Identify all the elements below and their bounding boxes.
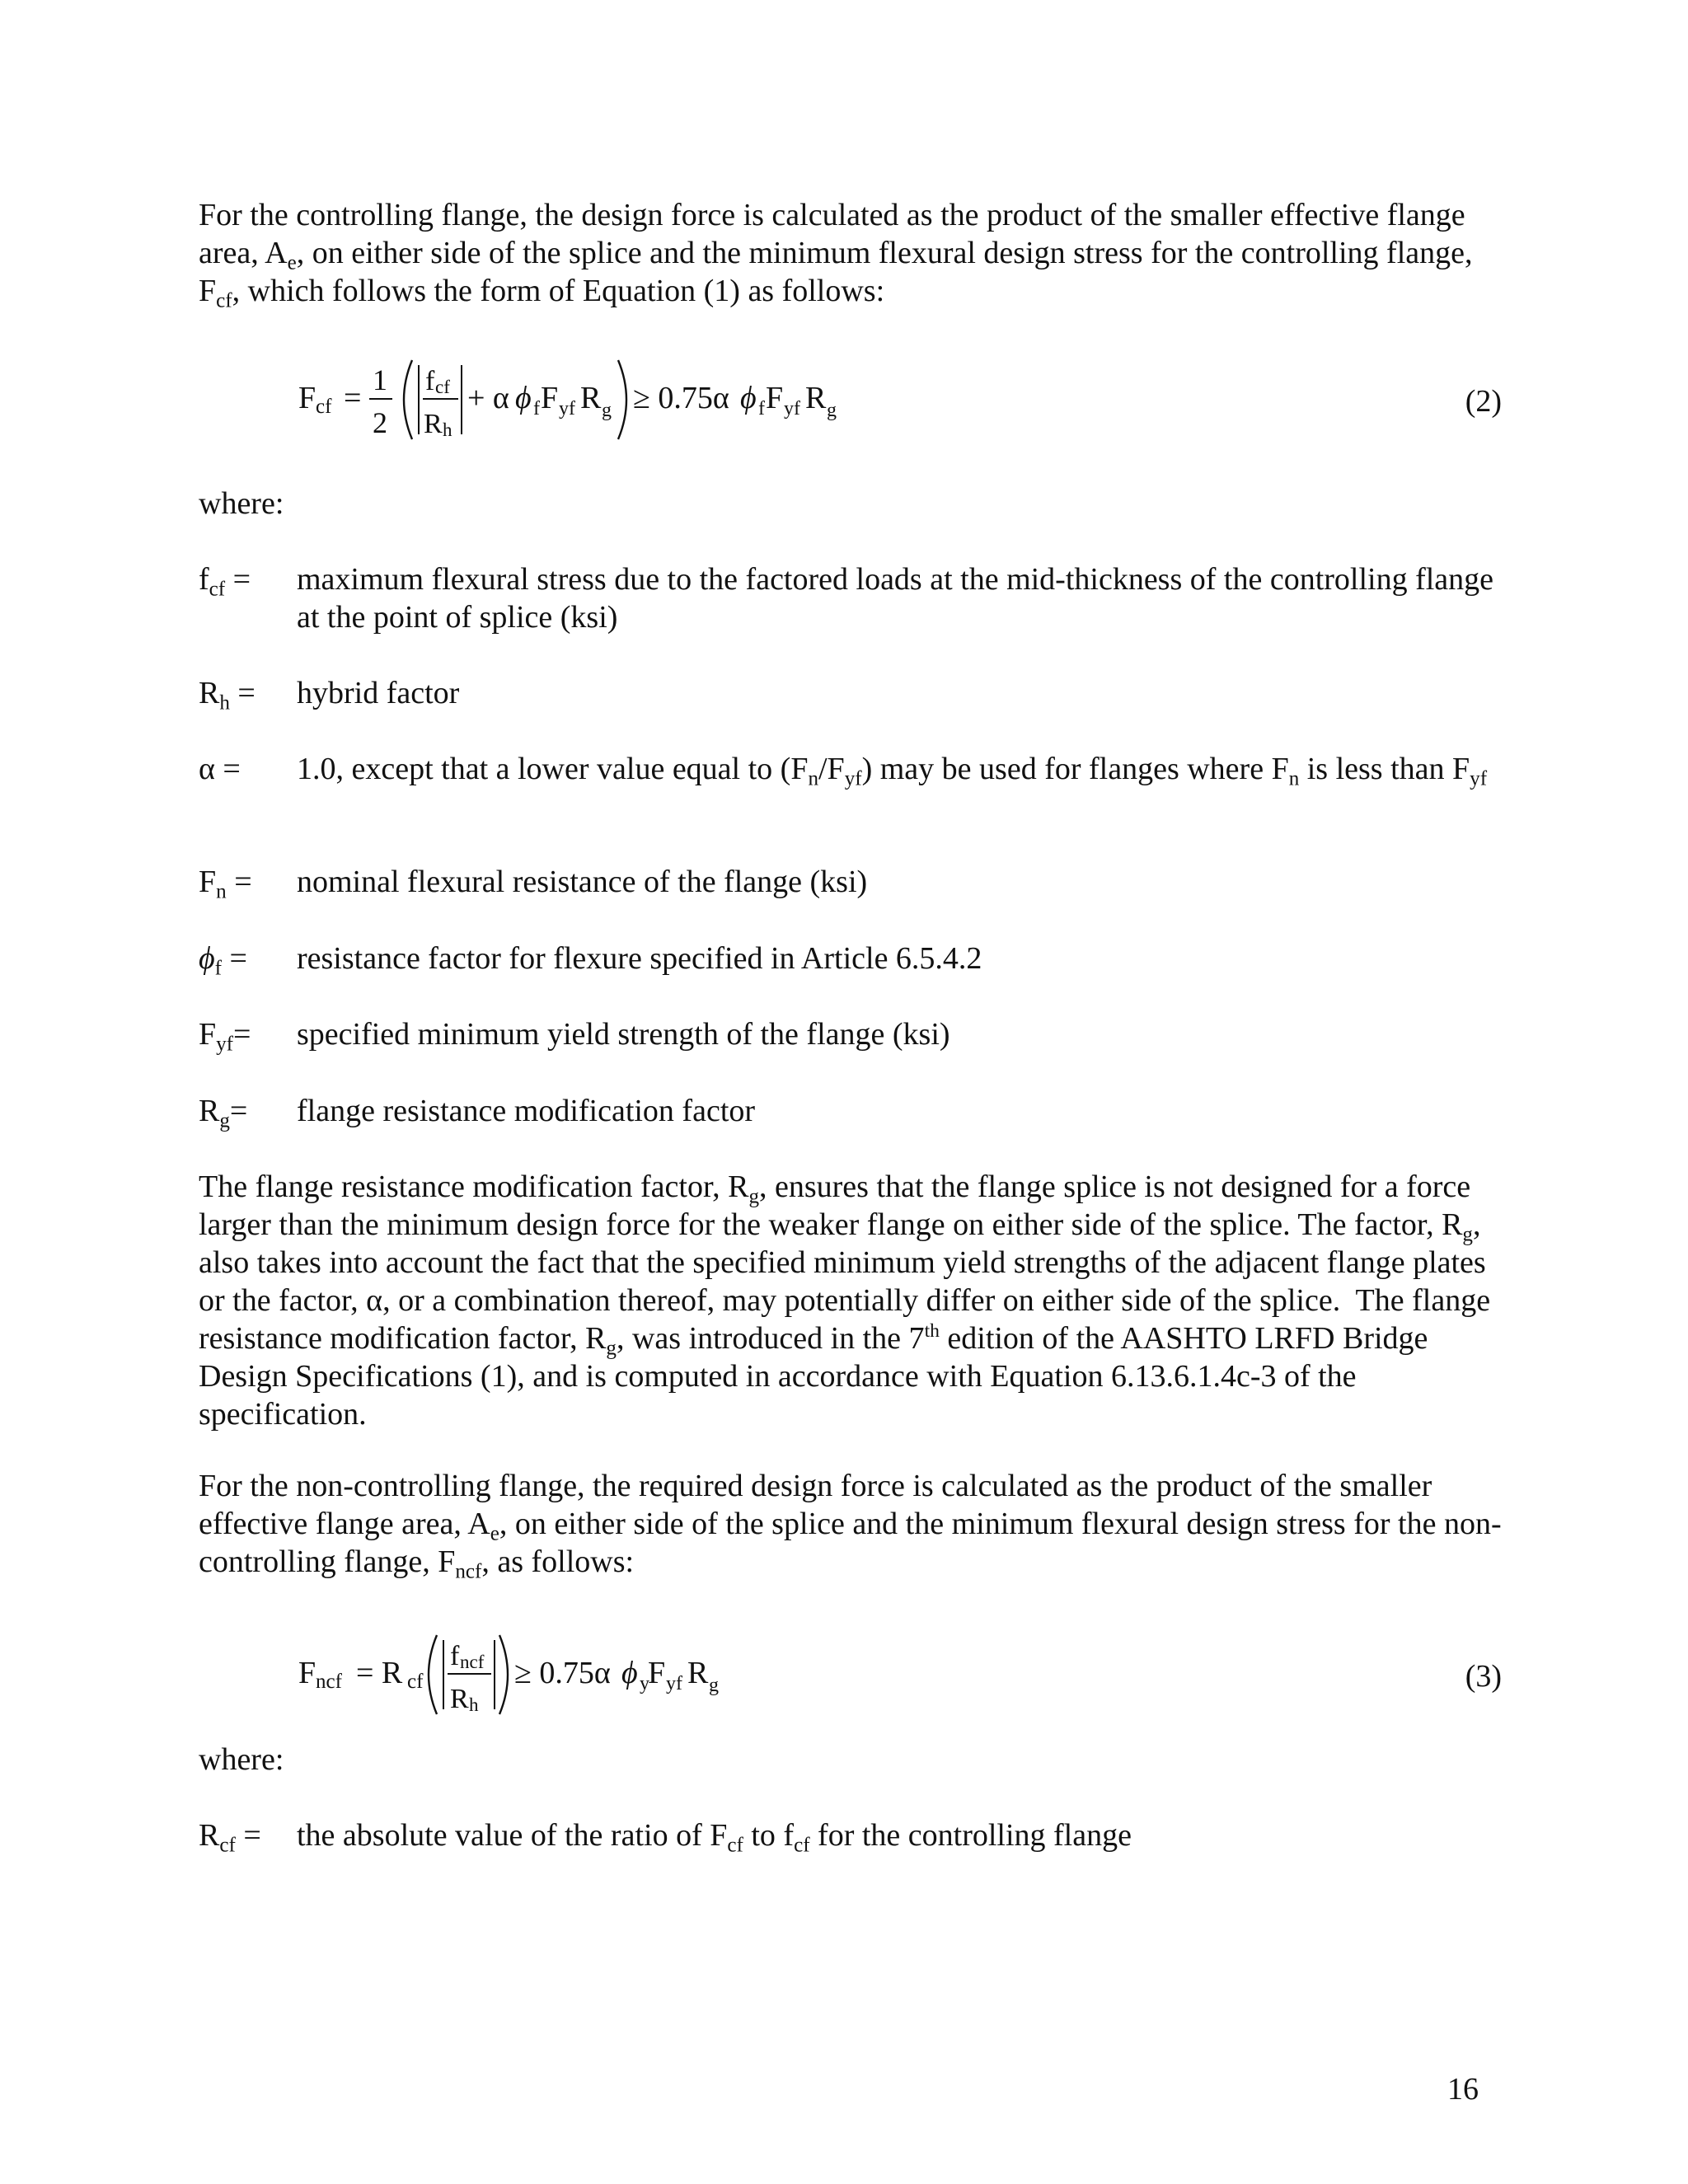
svg-text:g: g [827,400,837,421]
definition-symbol: $f_{cf}$ = [199,562,251,601]
equation-3 [298,1617,1502,1724]
svg-text:F: F [648,1656,666,1690]
definition-symbol: $R_h$ = [199,676,256,715]
svg-text:f: f [758,398,765,419]
equation-3-formula [298,1617,1040,1724]
svg-text:F: F [766,381,784,415]
svg-text:h: h [443,419,452,440]
svg-text:F: F [298,381,316,415]
definition-text: nominal flexural resistance of the flange (ksi) [297,865,868,899]
svg-text:= R: = R [356,1656,403,1690]
svg-text:R: R [450,1684,469,1714]
svg-text:≥ 0.75α: ≥ 0.75α [514,1656,611,1690]
svg-text:y: y [640,1673,649,1694]
svg-text:cf: cf [316,396,332,418]
svg-text:≥ 0.75α: ≥ 0.75α [633,381,729,415]
svg-text:g: g [709,1675,719,1696]
definition-symbol: α = [199,752,241,786]
rg-paragraph: The flange resistance modification factor, $R_g$, ensures that the flange splice is not designed for a force larger than the minimum design force for the weaker flange on either side of the splice. The factor, $R_g$, also takes into account the fact that the specified minimum yield strengths of the adjacent flange plates or the factor, α, or a combination thereof, may potentially differ on either side of the splice. The flange resistance modification factor, $R_g$, was introduced in the 7th edition of the AASHTO LRFD Bridge Design Specifications (1), and is computed in accordance with Equation 6.13.6.1.4c-3 of the specification. [199,1169,1491,1432]
svg-text:R: R [805,381,827,415]
svg-text:f: f [450,1641,460,1671]
svg-text:g: g [602,400,612,421]
svg-text:cf: cf [407,1671,424,1693]
svg-text:f: f [425,366,435,396]
equation-2-formula [298,342,1205,449]
definition-text: hybrid factor [297,676,460,710]
equation-2 [298,342,1502,449]
svg-text:R: R [687,1656,709,1690]
svg-text:cf: cf [435,377,450,397]
definition-text: resistance factor for flexure specified in Article 6.5.4.2 [297,941,982,976]
definition-symbol: $F_{yf}=$ [199,1017,251,1056]
svg-text:yf: yf [784,398,800,419]
svg-text:h: h [469,1694,479,1715]
svg-text:=: = [344,381,362,415]
noncontrolling-flange-paragraph: For the non-controlling flange, the required design force is calculated as the product of the smaller effective flange area, $A_e$, on either side of the splice and the minimum flexural design stress for the non-controlling flange, $F_{ncf}$, as follows: [199,1469,1502,1583]
svg-text:2: 2 [373,406,387,439]
svg-text:ncf: ncf [460,1652,485,1672]
definition-symbol: $R_{cf}$ = [199,1818,261,1857]
svg-text:F: F [541,381,559,415]
definition-text: the absolute value of the ratio of $F_{cf}$ to $f_{cf}$ for the controlling flange [297,1818,1132,1857]
svg-text:F: F [298,1656,316,1690]
svg-text:+ α: + α [467,381,509,415]
svg-text:R: R [424,409,443,439]
svg-text:1: 1 [373,363,387,396]
equation-3-number: (3) [1465,1659,1502,1694]
svg-text:yf: yf [559,398,575,419]
definition-symbol: $F_n$ = [199,865,252,903]
definition-text: specified minimum yield strength of the flange (ksi) [297,1017,950,1052]
definition-symbol: $R_g=$ [199,1094,248,1132]
definition-text: 1.0, except that a lower value equal to $(F_n/F_{yf})$ may be used for flanges where $F_n$ is less than $F_{yf}$ [297,752,1488,790]
svg-text:R: R [580,381,602,415]
controlling-flange-paragraph: For the controlling flange, the design force is calculated as the product of the smaller effective flange area, $A_e$, on either side of the splice and the minimum flexural design stress for the controlling flange, $F_{cf}$, which follows the form of Equation (1) as follows: [199,198,1473,312]
where-label: where: [199,486,284,521]
where-label: where: [199,1742,284,1777]
svg-text:f: f [533,398,540,419]
svg-text:ϕ: ϕ [515,381,532,415]
svg-text:ϕ: ϕ [621,1656,638,1690]
definition-text: maximum flexural stress due to the factored loads at the mid-thickness of the controlling flange at the point of splice (ksi) [297,562,1494,635]
svg-text:yf: yf [666,1673,682,1694]
svg-text:ϕ: ϕ [740,381,757,415]
definition-text: flange resistance modification factor [297,1094,756,1128]
page-number: 16 [1447,2072,1479,2107]
definition-symbol: $\phi_f$ = [199,941,247,980]
svg-text:ncf: ncf [316,1671,342,1693]
equation-2-number: (2) [1465,384,1502,419]
